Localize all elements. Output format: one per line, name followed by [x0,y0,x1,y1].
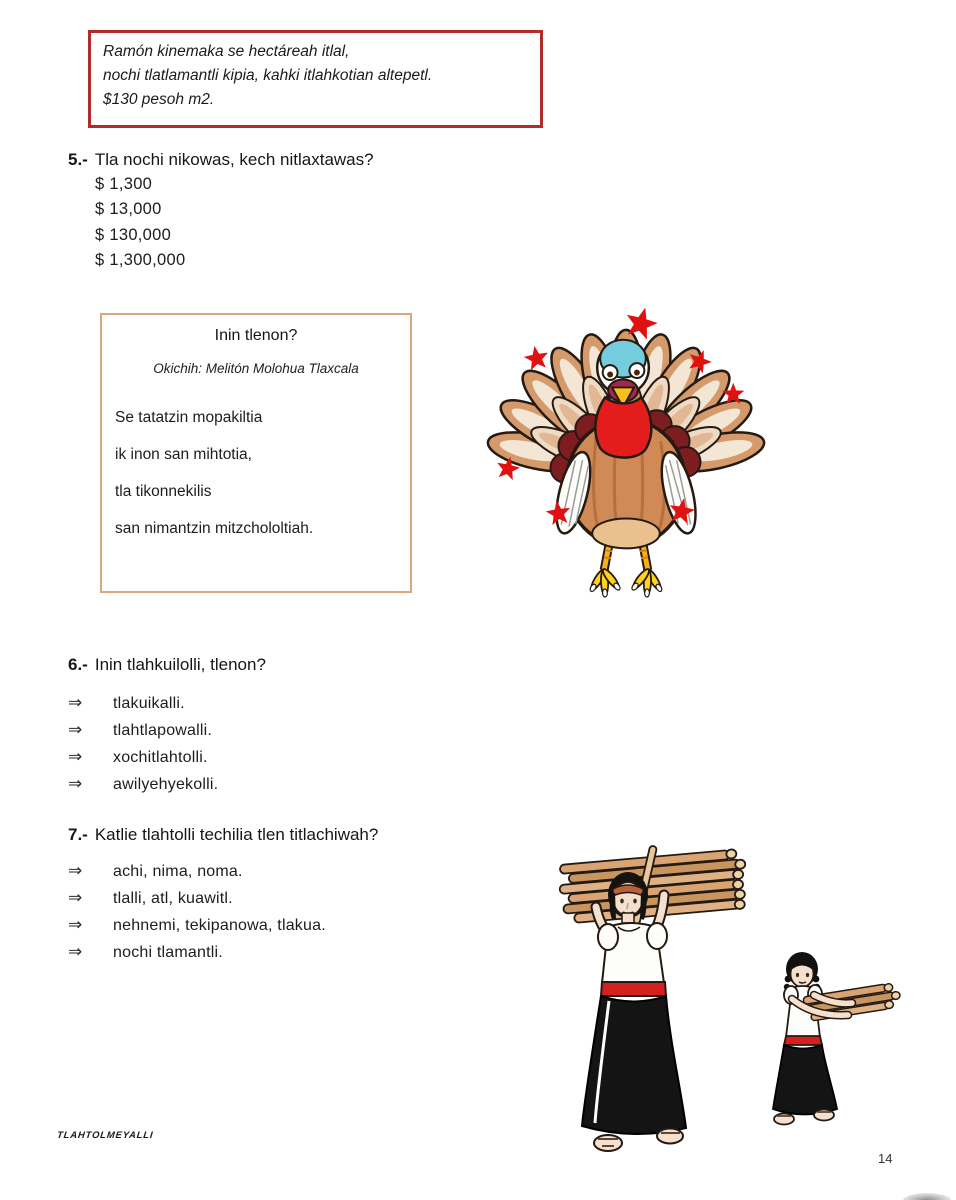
double-arrow-icon: ⇒ [68,747,83,767]
question-6-text: Inin tlahkuilolli, tlenon? [94,655,266,674]
belt [784,1036,822,1045]
question-7-options [68,861,326,969]
poem-line: san nimantzin mitzchololtiah. [115,520,314,537]
answer-option: achi, nima, noma. [113,863,243,880]
poem-box [100,313,412,593]
corner-smudge [903,1193,951,1200]
wattle [595,397,651,457]
question-6-header [68,655,266,675]
double-arrow-icon: ⇒ [68,861,83,881]
question-5-header [68,150,374,170]
answer-option: tlalli, atl, kuawitl. [113,890,233,907]
answer-option-row [68,693,218,720]
firewood-carriers-illustration [552,843,952,1165]
question-5-options [95,172,185,273]
info-box [88,30,543,128]
poem-author: Okichih: Melitón Molohua Tlaxcala [153,361,359,376]
footer-brand: TLAHTOLMEYALLI [56,1130,154,1141]
girl-figure [773,952,902,1125]
turkey-drawing [482,302,770,600]
answer-option-row [68,915,326,942]
poem-line: tla tikonnekilis [115,483,212,500]
turkey-feet [588,567,664,597]
answer-option-row [68,720,218,747]
answer-option: $ 1,300,000 [95,250,186,269]
belt [601,982,666,996]
question-7-number: 7.- [68,825,88,844]
answer-option-row [68,747,218,774]
women-drawing [552,843,952,1165]
answer-option-row [68,888,326,915]
answer-option: $ 130,000 [95,225,172,244]
question-6-options [68,693,218,801]
info-box-line: Ramón kinemaka se hectáreah itlal, [103,43,350,60]
answer-option: $ 13,000 [95,200,162,219]
double-arrow-icon: ⇒ [68,942,83,962]
answer-option: nochi tlamantli. [113,944,223,961]
skirt [773,1045,837,1115]
belly [592,519,660,549]
question-5-text: Tla nochi nikowas, kech nitlaxtawas? [94,150,374,169]
poem-title: Inin tlenon? [214,327,298,344]
answer-option-row [68,774,218,801]
turkey-head [595,340,651,458]
info-box-line: $130 pesoh m2. [103,91,215,108]
double-arrow-icon: ⇒ [68,720,83,740]
question-5-number: 5.- [68,150,88,169]
double-arrow-icon: ⇒ [68,888,83,908]
question-7-text: Katlie tlahtolli techilia tlen titlachiwah? [94,825,379,844]
skirt [582,996,686,1134]
answer-option: xochitlahtolli. [113,749,208,766]
info-box-line: nochi tlatlamantli kipia, kahki itlahkotian altepetl. [103,67,433,84]
answer-option: awilyehyekolli. [113,776,219,793]
poem-line: ik inon san mihtotia, [115,446,252,463]
double-arrow-icon: ⇒ [68,693,83,713]
answer-option: tlakuikalli. [113,695,185,712]
answer-option-row [68,942,326,969]
double-arrow-icon: ⇒ [68,774,83,794]
poem-lines [102,399,410,547]
answer-option: nehnemi, tekipanowa, tlakua. [113,917,326,934]
answer-option-row [68,861,326,888]
turkey-illustration [482,302,770,600]
firewood-bundle [557,843,750,931]
double-arrow-icon: ⇒ [68,915,83,935]
answer-option: $ 1,300 [95,175,153,193]
poem-line: Se tatatzin mopakiltia [115,409,263,426]
question-6-number: 6.- [68,655,88,674]
answer-option: tlahtlapowalli. [113,722,213,739]
page-number: 14 [878,1151,893,1166]
question-7-header [68,825,378,845]
